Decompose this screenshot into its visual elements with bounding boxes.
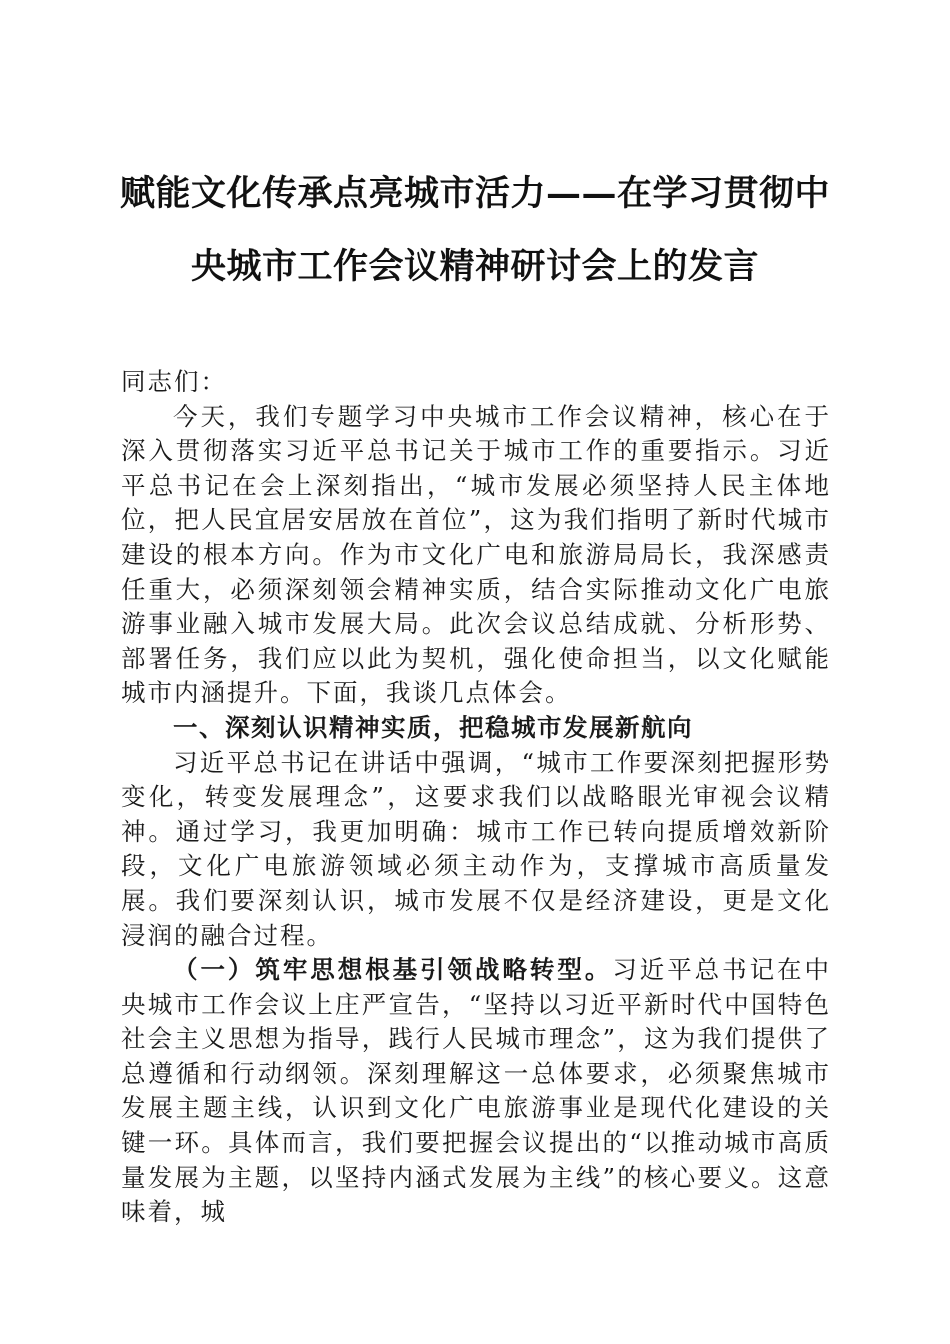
subsection-1-lead: （一）筑牢思想根基引领战略转型。: [173, 955, 613, 985]
document-title-line-1: 赋能文化传承点亮城市活力——在学习贯彻中: [119, 173, 830, 214]
subsection-1-text: 习近平总书记在中央城市工作会议上庄严宣告，“坚持以习近平新时代中国特色社会主义思想为指导，践行人民城市理念”，这为我们提供了总遵循和行动纲领。深刻理解这一总体要求，必须聚焦城市发展主题主线，认识到文化广电旅游事业是现代化建设的关键一环。具体而言，我们要把握会议提出的“以推动城市高质量发展为主题，以坚持内涵式发展为主线”的核心要义。这意味着，城: [121, 955, 832, 1227]
salutation: 同志们：: [121, 367, 227, 396]
document-body: [121, 365, 831, 1230]
section-1-heading: 一、深刻认识精神实质，把稳城市发展新航向: [173, 712, 693, 742]
section-1-paragraph: 习近平总书记在讲话中强调，“城市工作要深刻把握形势变化，转变发展理念”，这要求我们以战略眼光审视会议精神。通过学习，我更加明确：城市工作已转向提质增效新阶段，文化广电旅游领域必须主动作为，支撑城市高质量发展。我们要深刻认识，城市发展不仅是经济建设，更是文化浸润的融合过程。: [121, 747, 831, 950]
subsection-1-paragraph: [121, 953, 831, 1230]
document-title-line-2: 央城市工作会议精神研讨会上的发言: [190, 246, 759, 287]
intro-paragraph: 今天，我们专题学习中央城市工作会议精神，核心在于深入贯彻落实习近平总书记关于城市工作的重要指示。习近平总书记在会上深刻指出，“城市发展必须坚持人民主体地位，把人民宜居安居放在首位”，这为我们指明了新时代城市建设的根本方向。作为市文化广电和旅游局局长，我深感责任重大，必须深刻领会精神实质，结合实际推动文化广电旅游事业融入城市发展大局。此次会议总结成就、分析形势、部署任务，我们应以此为契机，强化使命担当，以文化赋能城市内涵提升。下面，我谈几点体会。: [121, 401, 831, 708]
